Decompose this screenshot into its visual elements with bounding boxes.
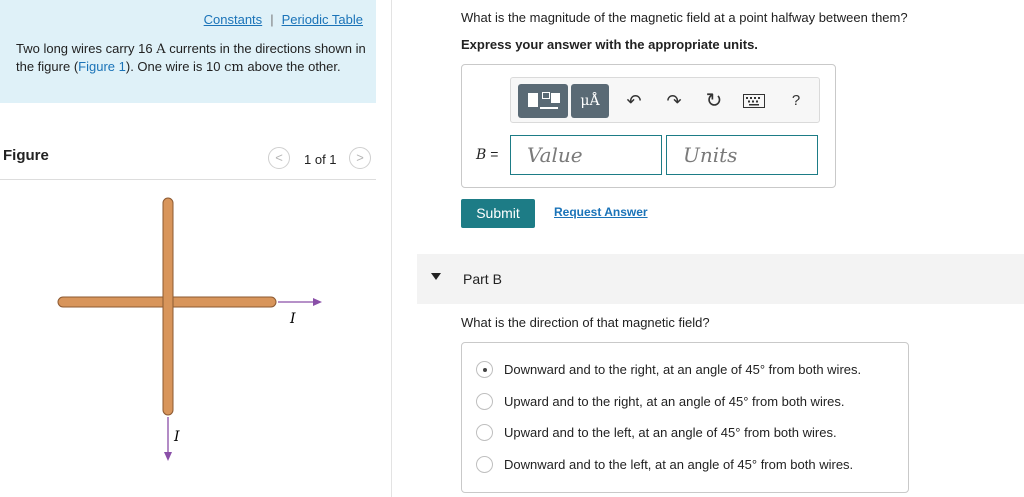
request-answer-link[interactable]: Request Answer bbox=[554, 205, 648, 219]
problem-text-4: above the other. bbox=[247, 59, 341, 74]
figure-header bbox=[0, 144, 376, 180]
submit-button[interactable]: Submit bbox=[461, 199, 535, 228]
caret-down-icon bbox=[431, 273, 441, 280]
template-icon-part bbox=[540, 107, 558, 109]
radio-button[interactable] bbox=[476, 456, 493, 473]
chevron-right-icon: > bbox=[356, 150, 364, 165]
template-icon-part bbox=[551, 93, 560, 103]
math-toolbar bbox=[510, 77, 820, 123]
template-icon bbox=[528, 93, 538, 107]
part-b-header[interactable] bbox=[417, 254, 1024, 304]
part-b-title: Part B bbox=[463, 271, 502, 287]
option-3[interactable] bbox=[476, 422, 896, 444]
reset-icon[interactable]: ↻ bbox=[705, 90, 723, 112]
templates-button[interactable] bbox=[518, 84, 568, 118]
option-label: Downward and to the right, at an angle of 45° from both wires. bbox=[504, 362, 862, 377]
radio-button[interactable] bbox=[476, 393, 493, 410]
distance-unit: cm bbox=[224, 60, 244, 75]
next-figure-button[interactable] bbox=[349, 147, 371, 169]
current-unit: A bbox=[156, 42, 166, 57]
part-b-question: What is the direction of that magnetic field? bbox=[461, 315, 710, 330]
option-label: Upward and to the left, at an angle of 45° from both wires. bbox=[504, 425, 837, 440]
part-a-instruction: Express your answer with the appropriate units. bbox=[461, 37, 758, 52]
option-2[interactable] bbox=[476, 391, 896, 413]
variable-symbol: B bbox=[476, 147, 487, 163]
horizontal-arrow-head bbox=[313, 298, 322, 306]
keyboard-icon-glyph bbox=[743, 94, 765, 108]
radio-button[interactable] bbox=[476, 424, 493, 441]
keyboard-icon[interactable] bbox=[741, 88, 767, 114]
undo-icon[interactable]: ↶ bbox=[626, 91, 642, 111]
value-input[interactable]: Value bbox=[510, 135, 662, 175]
link-separator: | bbox=[270, 12, 274, 27]
vertical-wire bbox=[163, 198, 173, 415]
chevron-left-icon: < bbox=[275, 150, 283, 165]
radio-button-selected[interactable] bbox=[476, 361, 493, 378]
units-input[interactable]: Units bbox=[666, 135, 818, 175]
problem-text-1: Two long wires carry 16 bbox=[16, 41, 153, 56]
problem-statement bbox=[16, 40, 366, 76]
direction-options bbox=[461, 342, 909, 493]
variable-label bbox=[476, 146, 498, 163]
problem-text-2: currents in the directions shown in the figure ( bbox=[16, 41, 366, 74]
right-panel bbox=[393, 0, 1024, 497]
figure-link[interactable]: Figure 1 bbox=[78, 59, 126, 74]
wires-figure bbox=[0, 185, 376, 475]
equals-sign: = bbox=[490, 146, 499, 162]
template-icon-part bbox=[542, 92, 550, 99]
periodic-table-link[interactable]: Periodic Table bbox=[281, 12, 363, 27]
problem-text-3: ). One wire is 10 bbox=[125, 59, 221, 74]
figure-page-count: 1 of 1 bbox=[304, 152, 337, 167]
answer-box bbox=[461, 64, 836, 188]
horizontal-current-label: I bbox=[290, 311, 296, 327]
option-1[interactable] bbox=[476, 359, 896, 381]
previous-figure-button[interactable] bbox=[268, 147, 290, 169]
vertical-arrow-head bbox=[164, 452, 172, 461]
left-panel bbox=[0, 0, 392, 497]
resource-links bbox=[204, 12, 363, 27]
constants-link[interactable]: Constants bbox=[203, 12, 263, 27]
problem-info-box bbox=[0, 0, 376, 103]
units-symbols-button[interactable]: μÅ bbox=[571, 84, 609, 118]
help-button[interactable]: ? bbox=[791, 92, 801, 109]
redo-icon[interactable]: ↷ bbox=[666, 91, 682, 111]
part-a-question: What is the magnitude of the magnetic field at a point halfway between them? bbox=[461, 10, 908, 25]
figure-title: Figure bbox=[3, 147, 49, 164]
option-label: Downward and to the left, at an angle of 45° from both wires. bbox=[504, 457, 854, 472]
option-4[interactable] bbox=[476, 454, 896, 476]
option-label: Upward and to the right, at an angle of 45° from both wires. bbox=[504, 394, 845, 409]
vertical-current-label: I bbox=[174, 429, 180, 445]
